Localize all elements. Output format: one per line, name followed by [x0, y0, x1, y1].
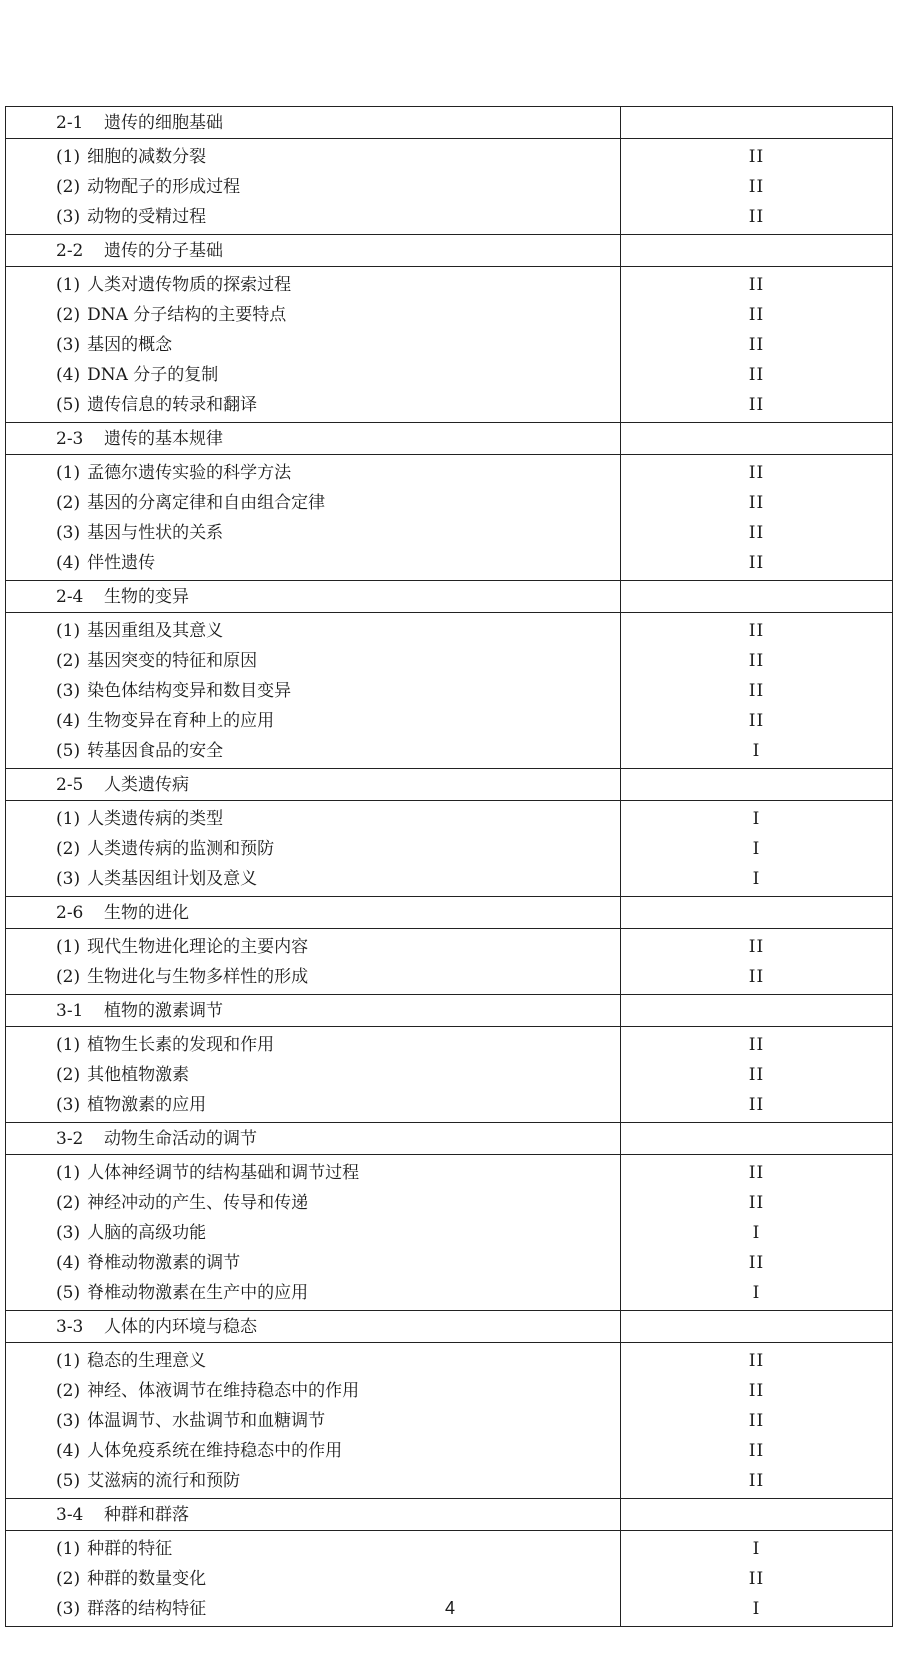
item-number: (4) — [56, 1441, 81, 1461]
item-topic-cell — [6, 1564, 621, 1594]
item-topic-cell — [6, 801, 621, 835]
section-items-block — [6, 1343, 893, 1499]
section-items-block — [6, 455, 893, 581]
requirement-level: I — [621, 1594, 893, 1627]
item-topic-cell — [6, 1343, 621, 1377]
requirement-level: II — [621, 1248, 893, 1278]
requirement-level: I — [621, 801, 893, 835]
requirement-level: II — [621, 1155, 893, 1189]
requirement-level: I — [621, 864, 893, 897]
section-title: 遗传的分子基础 — [104, 240, 223, 261]
requirement-level: II — [621, 202, 893, 235]
syllabus-table — [5, 106, 893, 1627]
requirement-level: II — [621, 1027, 893, 1061]
section-level-cell — [621, 769, 893, 801]
item-number: (2) — [56, 839, 81, 859]
section-number: 2-4 — [56, 586, 84, 607]
item-number: (5) — [56, 741, 81, 761]
item-number: (3) — [56, 207, 81, 227]
item-text: 稳态的生理意义 — [87, 1351, 207, 1371]
section-header-row — [6, 769, 893, 801]
item-text: 群落的结构特征 — [87, 1599, 207, 1619]
section-title: 人体的内环境与稳态 — [104, 1316, 257, 1337]
section-header-row — [6, 581, 893, 613]
item-topic-cell — [6, 1188, 621, 1218]
requirement-level: II — [621, 1376, 893, 1406]
item-number: (1) — [56, 275, 81, 295]
table-row — [6, 1218, 893, 1248]
section-items-block — [6, 613, 893, 769]
item-topic-cell — [6, 267, 621, 301]
table-row — [6, 267, 893, 301]
section-number: 2-6 — [56, 902, 84, 923]
item-number: (2) — [56, 305, 81, 325]
table-row — [6, 1090, 893, 1123]
table-row — [6, 1406, 893, 1436]
section-heading — [6, 235, 621, 267]
table-row — [6, 518, 893, 548]
requirement-level: II — [621, 330, 893, 360]
section-level-cell — [621, 995, 893, 1027]
item-number: (3) — [56, 1095, 81, 1115]
section-number: 3-3 — [56, 1316, 84, 1337]
item-topic-cell — [6, 613, 621, 647]
requirement-level: I — [621, 834, 893, 864]
section-level-cell — [621, 235, 893, 267]
item-number: (3) — [56, 523, 81, 543]
section-heading — [6, 897, 621, 929]
section-level-cell — [621, 423, 893, 455]
requirement-level: II — [621, 139, 893, 173]
item-text: 人类对遗传物质的探索过程 — [87, 275, 292, 295]
table-row — [6, 330, 893, 360]
requirement-level: II — [621, 676, 893, 706]
table-row — [6, 139, 893, 173]
item-topic-cell — [6, 1218, 621, 1248]
item-number: (3) — [56, 869, 81, 889]
section-level-cell — [621, 897, 893, 929]
section-block — [6, 423, 893, 455]
section-items-block — [6, 1155, 893, 1311]
requirement-level: II — [621, 360, 893, 390]
section-number: 3-4 — [56, 1504, 84, 1525]
section-heading — [6, 107, 621, 139]
item-number: (1) — [56, 463, 81, 483]
table-row — [6, 360, 893, 390]
section-items-block — [6, 267, 893, 423]
item-text: 人类基因组计划及意义 — [87, 869, 258, 889]
item-number: (5) — [56, 395, 81, 415]
item-text: 动物的受精过程 — [87, 207, 207, 227]
item-topic-cell — [6, 1248, 621, 1278]
section-items-block — [6, 1027, 893, 1123]
item-text: 基因的概念 — [87, 335, 173, 355]
section-block — [6, 1123, 893, 1155]
table-row — [6, 1376, 893, 1406]
requirement-level: II — [621, 613, 893, 647]
section-block — [6, 1311, 893, 1343]
item-topic-cell — [6, 929, 621, 963]
section-heading — [6, 1499, 621, 1531]
table-row — [6, 613, 893, 647]
item-text: 神经、体液调节在维持稳态中的作用 — [87, 1381, 360, 1401]
item-text: 植物生长素的发现和作用 — [87, 1035, 275, 1055]
section-number: 2-1 — [56, 112, 84, 133]
section-level-cell — [621, 1311, 893, 1343]
requirement-level: II — [621, 1060, 893, 1090]
item-number: (2) — [56, 177, 81, 197]
requirement-level: II — [621, 390, 893, 423]
item-text: 动物配子的形成过程 — [87, 177, 241, 197]
table-row — [6, 929, 893, 963]
item-number: (3) — [56, 335, 81, 355]
table-row — [6, 488, 893, 518]
requirement-level: I — [621, 1278, 893, 1311]
item-text: 基因的分离定律和自由组合定律 — [87, 493, 326, 513]
item-topic-cell — [6, 1436, 621, 1466]
table-row — [6, 455, 893, 489]
section-title: 种群和群落 — [104, 1504, 189, 1525]
item-topic-cell — [6, 488, 621, 518]
item-text: 种群的数量变化 — [87, 1569, 207, 1589]
item-text: DNA 分子结构的主要特点 — [87, 305, 287, 325]
item-number: (3) — [56, 681, 81, 701]
item-topic-cell — [6, 1060, 621, 1090]
item-topic-cell — [6, 706, 621, 736]
item-number: (2) — [56, 1193, 81, 1213]
table-row — [6, 172, 893, 202]
item-topic-cell — [6, 864, 621, 897]
item-number: (2) — [56, 1065, 81, 1085]
item-number: (4) — [56, 365, 81, 385]
item-text: 艾滋病的流行和预防 — [87, 1471, 241, 1491]
table-row — [6, 202, 893, 235]
section-number: 2-5 — [56, 774, 84, 795]
table-row — [6, 1060, 893, 1090]
table-row — [6, 390, 893, 423]
item-text: 脊椎动物激素在生产中的应用 — [87, 1283, 309, 1303]
item-topic-cell — [6, 1278, 621, 1311]
item-number: (1) — [56, 621, 81, 641]
item-number: (1) — [56, 147, 81, 167]
item-number: (2) — [56, 967, 81, 987]
section-heading — [6, 995, 621, 1027]
table-row — [6, 834, 893, 864]
item-number: (4) — [56, 711, 81, 731]
item-topic-cell — [6, 1466, 621, 1499]
item-text: 人体免疫系统在维持稳态中的作用 — [87, 1441, 343, 1461]
section-block — [6, 769, 893, 801]
item-topic-cell — [6, 202, 621, 235]
section-title: 生物的进化 — [104, 902, 189, 923]
table-row — [6, 676, 893, 706]
table-row — [6, 1343, 893, 1377]
item-number: (1) — [56, 1351, 81, 1371]
item-topic-cell — [6, 1027, 621, 1061]
section-heading — [6, 423, 621, 455]
item-number: (3) — [56, 1223, 81, 1243]
section-header-row — [6, 423, 893, 455]
requirement-level: II — [621, 548, 893, 581]
item-topic-cell — [6, 1376, 621, 1406]
item-text: 人体神经调节的结构基础和调节过程 — [87, 1163, 360, 1183]
section-level-cell — [621, 581, 893, 613]
section-title: 人类遗传病 — [104, 774, 189, 795]
item-topic-cell — [6, 1090, 621, 1123]
section-number: 2-3 — [56, 428, 84, 449]
requirement-level: II — [621, 518, 893, 548]
item-number: (4) — [56, 1253, 81, 1273]
requirement-level: II — [621, 1466, 893, 1499]
section-block — [6, 581, 893, 613]
section-header-row — [6, 235, 893, 267]
requirement-level: II — [621, 1436, 893, 1466]
item-number: (4) — [56, 553, 81, 573]
item-number: (1) — [56, 809, 81, 829]
requirement-level: II — [621, 1188, 893, 1218]
item-topic-cell — [6, 1531, 621, 1565]
table-row — [6, 1155, 893, 1189]
section-level-cell — [621, 107, 893, 139]
table-row — [6, 1531, 893, 1565]
table-row — [6, 706, 893, 736]
item-topic-cell — [6, 518, 621, 548]
requirement-level: I — [621, 1531, 893, 1565]
item-text: 脊椎动物激素的调节 — [87, 1253, 241, 1273]
item-topic-cell — [6, 300, 621, 330]
item-topic-cell — [6, 330, 621, 360]
item-text: 人脑的高级功能 — [87, 1223, 207, 1243]
requirement-level: II — [621, 1406, 893, 1436]
item-text: 伴性遗传 — [87, 553, 156, 573]
section-header-row — [6, 995, 893, 1027]
item-topic-cell — [6, 139, 621, 173]
table-row — [6, 864, 893, 897]
section-block — [6, 235, 893, 267]
requirement-level: II — [621, 1343, 893, 1377]
item-text: 植物激素的应用 — [87, 1095, 207, 1115]
section-title: 遗传的细胞基础 — [104, 112, 223, 133]
item-number: (2) — [56, 651, 81, 671]
item-number: (1) — [56, 1539, 81, 1559]
requirement-level: II — [621, 929, 893, 963]
item-text: 基因与性状的关系 — [87, 523, 224, 543]
item-topic-cell — [6, 455, 621, 489]
item-text: 体温调节、水盐调节和血糖调节 — [87, 1411, 326, 1431]
section-heading — [6, 581, 621, 613]
item-text: 其他植物激素 — [87, 1065, 190, 1085]
item-topic-cell — [6, 548, 621, 581]
item-text: 生物进化与生物多样性的形成 — [87, 967, 309, 987]
item-topic-cell — [6, 390, 621, 423]
section-block — [6, 897, 893, 929]
item-topic-cell — [6, 172, 621, 202]
item-text: 种群的特征 — [87, 1539, 173, 1559]
table-row — [6, 1188, 893, 1218]
item-topic-cell — [6, 1406, 621, 1436]
section-items-block — [6, 801, 893, 897]
item-text: 人类遗传病的类型 — [87, 809, 224, 829]
requirement-level: II — [621, 267, 893, 301]
section-block — [6, 1499, 893, 1531]
section-items-block — [6, 929, 893, 995]
table-row — [6, 1248, 893, 1278]
item-text: 转基因食品的安全 — [87, 741, 224, 761]
section-level-cell — [621, 1123, 893, 1155]
item-number: (1) — [56, 937, 81, 957]
item-number: (2) — [56, 1569, 81, 1589]
item-topic-cell — [6, 676, 621, 706]
item-text: 神经冲动的产生、传导和传递 — [87, 1193, 309, 1213]
item-topic-cell — [6, 962, 621, 995]
table-row — [6, 1027, 893, 1061]
table-row — [6, 1436, 893, 1466]
section-header-row — [6, 1123, 893, 1155]
requirement-level: II — [621, 1090, 893, 1123]
requirement-level: I — [621, 736, 893, 769]
section-items-block — [6, 139, 893, 235]
requirement-level: II — [621, 706, 893, 736]
table-row — [6, 300, 893, 330]
item-text: 孟德尔遗传实验的科学方法 — [87, 463, 292, 483]
section-title: 动物生命活动的调节 — [104, 1128, 257, 1149]
item-text: DNA 分子的复制 — [87, 365, 219, 385]
section-block — [6, 995, 893, 1027]
requirement-level: II — [621, 300, 893, 330]
item-text: 细胞的减数分裂 — [87, 147, 207, 167]
table-row — [6, 1466, 893, 1499]
requirement-level: II — [621, 488, 893, 518]
requirement-level: II — [621, 1564, 893, 1594]
item-number: (5) — [56, 1471, 81, 1491]
section-title: 遗传的基本规律 — [104, 428, 223, 449]
requirement-level: II — [621, 962, 893, 995]
table-row — [6, 962, 893, 995]
section-heading — [6, 769, 621, 801]
item-number: (1) — [56, 1163, 81, 1183]
item-topic-cell — [6, 1155, 621, 1189]
requirement-level: II — [621, 455, 893, 489]
item-text: 染色体结构变异和数目变异 — [87, 681, 292, 701]
item-text: 现代生物进化理论的主要内容 — [87, 937, 309, 957]
item-number: (2) — [56, 1381, 81, 1401]
item-topic-cell — [6, 736, 621, 769]
table-row — [6, 646, 893, 676]
item-text: 生物变异在育种上的应用 — [87, 711, 275, 731]
item-text: 遗传信息的转录和翻译 — [87, 395, 258, 415]
item-number: (3) — [56, 1599, 81, 1619]
section-header-row — [6, 107, 893, 139]
section-number: 3-2 — [56, 1128, 84, 1149]
table-row — [6, 1564, 893, 1594]
table-row — [6, 736, 893, 769]
section-title: 生物的变异 — [104, 586, 189, 607]
section-title: 植物的激素调节 — [104, 1000, 223, 1021]
section-heading — [6, 1311, 621, 1343]
table-row — [6, 801, 893, 835]
requirement-level: II — [621, 646, 893, 676]
requirement-level: II — [621, 172, 893, 202]
item-text: 基因突变的特征和原因 — [87, 651, 258, 671]
item-number: (5) — [56, 1283, 81, 1303]
section-number: 2-2 — [56, 240, 84, 261]
item-number: (2) — [56, 493, 81, 513]
section-header-row — [6, 1499, 893, 1531]
table-row — [6, 1278, 893, 1311]
section-level-cell — [621, 1499, 893, 1531]
section-header-row — [6, 1311, 893, 1343]
page-number: 4 — [444, 1598, 455, 1618]
section-number: 3-1 — [56, 1000, 84, 1021]
section-header-row — [6, 897, 893, 929]
item-text: 人类遗传病的监测和预防 — [87, 839, 275, 859]
requirement-level: I — [621, 1218, 893, 1248]
item-number: (3) — [56, 1411, 81, 1431]
item-topic-cell — [6, 360, 621, 390]
item-topic-cell — [6, 646, 621, 676]
table-row — [6, 548, 893, 581]
section-heading — [6, 1123, 621, 1155]
item-number: (1) — [56, 1035, 81, 1055]
item-topic-cell — [6, 834, 621, 864]
item-text: 基因重组及其意义 — [87, 621, 224, 641]
section-block — [6, 107, 893, 139]
